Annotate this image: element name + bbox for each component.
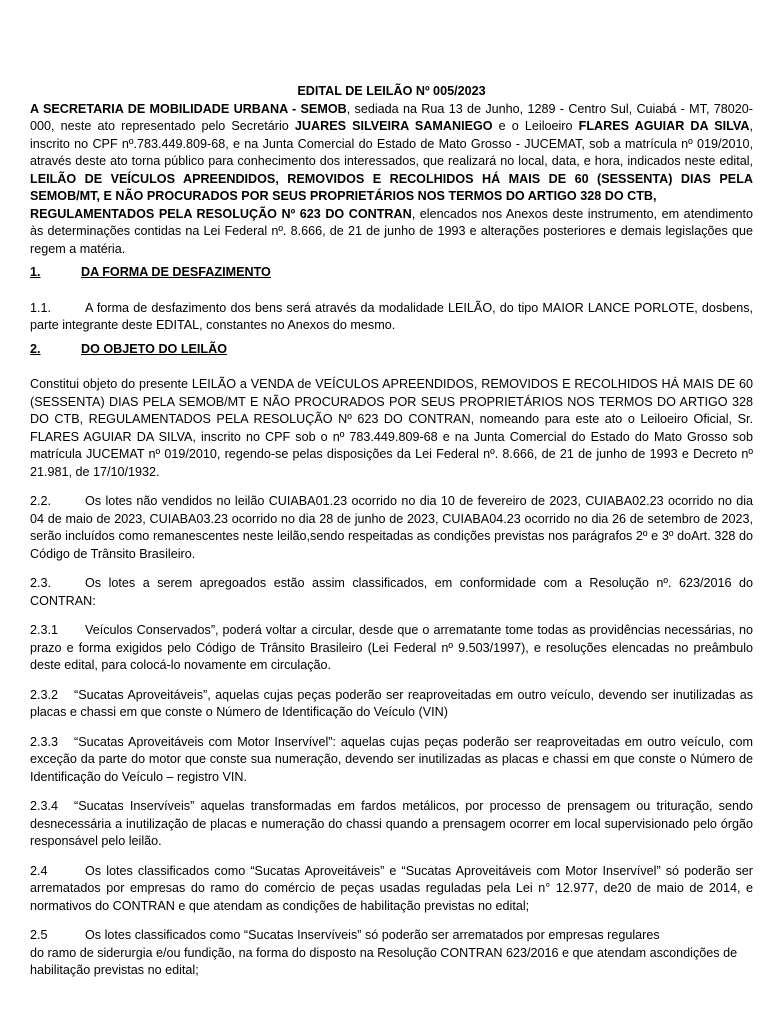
intro-text-3: , inscrito no CPF nº.783.449.809-68, e na Junta Comercial do Estado de Mato Grosso - JUCEMAT, sob a matrícula nº 019/2010, através deste ato torna público para conhecimento dos interessados, que realizará no local, data, e hora, indicados neste edital,: [30, 119, 753, 168]
section-1-heading: [30, 264, 753, 282]
paragraph-2-3-4-number: 2.3.4: [30, 799, 59, 813]
intro-text-1: , sediada na Rua 13 de Junho, 1289 - Centro Sul, Cuiabá - MT, 78020- 000, neste ato representado pelo Secretário: [30, 101, 753, 133]
section-2-number: 2.: [30, 341, 41, 356]
paragraph-2-2-text: Os lotes não vendidos no leilão CUIABA01.23 ocorrido no dia 10 de fevereiro de 2023, CUIABA02.23 ocorrido no dia 04 de maio de 2023, CUIABA03.23 ocorrido no dia 28 de junho de 2023, CUIABA04.23 ocorrido no dia 26 de setembro de 2023, serão incluídos como remanescentes neste leilão,sendo respeitadas as condições previstas nos parágrafos 2º e 3º doArt. 328 do Código de Trânsito Brasileiro.: [30, 494, 753, 561]
paragraph-2-4-text: Os lotes classificados como “Sucatas Aproveitáveis” e “Sucatas Aproveitáveis com Motor Inservível” só poderão ser arrematados por empresas do ramo do comércio de peças usadas reguladas pela Lei n° 12.977, de20 de maio de 2014, e normativos do CONTRAN e que atendam as condições de habilitação previstas no edital;: [30, 863, 753, 913]
paragraph-2-3-1-number: 2.3.1: [30, 623, 59, 637]
paragraph-2-3-2-number: 2.3.2: [30, 687, 59, 702]
paragraph-2: Constitui objeto do presente LEILÃO a VENDA de VEÍCULOS APREENDIDOS, REMOVIDOS E RECOLHIDOS HÁ MAIS DE 60 (SESSENTA) DIAS PELA SEMOB/MT E NÃO PROCURADOS POR SEUS PROPRIETÁRIOS NOS TERMOS DO ARTIGO 328 DO CTB, REGULAMENTADOS PELA RESOLUÇÃO Nº 623 DO CONTRAN, nomeando para este ato o Leiloeiro Oficial, Sr. FLARES AGUIAR DA SILVA, inscrito no CPF sob o nº 783.449.809-68 e na Junta Comercial do Estado do Mato Grosso sob matrícula JUCEMAT nº 019/2010, regendo-se pelas disposições da Lei Federal nº. 8.666, de 21 de junho de 1993 e Decreto nº 21.981, de 17/10/1932.: [30, 377, 753, 479]
paragraph-2-5-text: do ramo de siderurgia e/ou fundição, na forma do disposto na Resolução CONTRAN 623/2016 e que atendam ascondições de habilitação previstas no edital;: [30, 945, 738, 977]
document-page: [30, 83, 753, 980]
paragraph-2-3-3: [30, 734, 753, 787]
paragraph-2-3-2-text: “Sucatas Aproveitáveis”, aquelas cujas peças poderão ser reaproveitadas em outro veículo, devendo ser inutilizadas as placas e chassi em que conste o Número de Identificação do Veículo (VIN): [30, 687, 753, 719]
paragraph-2-3-3-text: “Sucatas Aproveitáveis com Motor Inservível”: aquelas cujas peças poderão ser reaproveitadas em outro veículo, com exceção da parte do motor que conste sua numeração, devendo ser inutilizadas as placas e chassi em que conste o Número de Identificação do Veículo – registro VIN.: [30, 734, 753, 784]
paragraph-2-3-1-text: Veículos Conservados”, poderá voltar a circular, desde que o arrematante tome todas as providências necessárias, no prazo e forma exigidos pelo Código de Trânsito Brasileiro (Lei Federal nº 9.503/1997), e resoluções elencadas no preâmbulo deste edital, para colocá-lo novamente em circulação.: [30, 623, 753, 672]
paragraph-2-5: [30, 927, 753, 980]
intro-bold-4: LEILÃO DE VEÍCULOS APREENDIDOS, REMOVIDOS E RECOLHIDOS HÁ MAIS DE 60 (SESSENTA) DIAS PELA SEMOB/MT, E NÃO PROCURADOS POR SEUS PROPRIETÁRIOS NOS TERMOS DO ARTIGO 328 DO CTB,: [30, 171, 753, 203]
paragraph-1-1: [30, 300, 753, 335]
paragraph-2-5-number: 2.5: [30, 928, 48, 942]
intro-bold-3: FLARES AGUIAR DA SILVA: [578, 119, 750, 133]
paragraph-2-5-line1: Os lotes classificados como “Sucatas Inservíveis” só poderão ser arrematados por empresas regulares: [85, 928, 660, 942]
paragraph-2-3-4: [30, 798, 753, 851]
paragraph-2-4: [30, 863, 753, 916]
paragraph-2-3-2: [30, 687, 753, 722]
intro-bold-5: REGULAMENTADOS PELA RESOLUÇÃO Nº 623 DO CONTRAN: [30, 206, 412, 221]
intro-bold-1: A SECRETARIA DE MOBILIDADE URBANA - SEMOB: [30, 101, 347, 116]
document-title: EDITAL DE LEILÃO Nº 005/2023: [297, 84, 486, 98]
intro-text-2: e o Leiloeiro: [492, 119, 579, 133]
paragraph-2-3-text: Os lotes a serem apregoados estão assim classificados, em conformidade com a Resolução nº. 623/2016 do CONTRAN:: [30, 576, 753, 608]
paragraph-2-4-number: 2.4: [30, 863, 48, 878]
paragraph-1-1-text: A forma de desfazimento dos bens será através da modalidade LEILÃO, do tipo MAIOR LANCE PORLOTE, dosbens, parte integrante deste EDITAL, constantes no Anexos do mesmo.: [30, 300, 753, 332]
section-2-title: DO OBJETO DO LEILÃO: [81, 341, 228, 356]
section-1-number: 1.: [30, 265, 41, 279]
section-1-title: DA FORMA DE DESFAZIMENTO: [81, 265, 271, 279]
paragraph-2-2-number: 2.2.: [30, 494, 52, 508]
paragraph-2-3: [30, 575, 753, 610]
section-2-heading: [30, 341, 753, 359]
intro-bold-2: JUARES SILVEIRA SAMANIEGO: [294, 119, 493, 133]
paragraph-1-1-number: 1.1.: [30, 300, 52, 315]
paragraph-2-2: [30, 493, 753, 563]
paragraph-2-3-4-text: “Sucatas Inservíveis” aquelas transformadas em fardos metálicos, por processo de prensagem ou trituração, sendo desnecessária a inutilização de placas e numeração do chassi quando a prensagem ocorrer em local supervisionado pelo órgão responsável pelo leilão.: [30, 799, 753, 848]
paragraph-2-3-number: 2.3.: [30, 576, 52, 590]
intro-paragraph: [30, 101, 753, 259]
paragraph-2-3-3-number: 2.3.3: [30, 734, 59, 749]
paragraph-2-3-1: [30, 622, 753, 675]
intro-text-5: , elencados nos Anexos deste instrumento, em atendimento às determinações contidas na Lei Federal nº. 8.666, de 21 de junho de 1993 e alterações posteriores e demais legislações que regem a matéria.: [30, 206, 753, 256]
